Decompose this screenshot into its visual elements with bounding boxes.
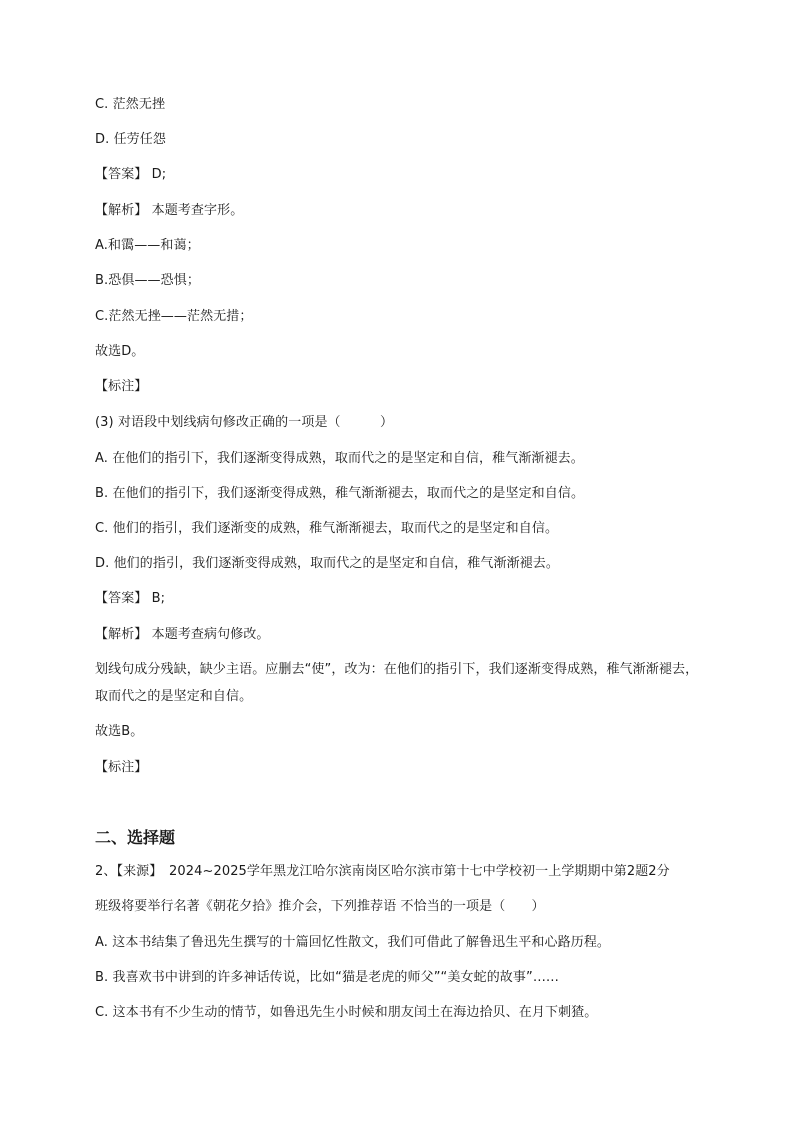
q3-analysis: 【解析】 本题考查病句修改。 [95,627,270,642]
q1-note: 【标注】 [95,379,148,394]
option-b: B. 我喜欢书中讲到的许多神话传说，比如“猫是老虎的师父”“美女蛇的故事”…… [95,970,560,985]
q3-answer: 【答案】 B; [95,591,166,606]
q1-option-c: C. 茫然无挫 [95,97,166,112]
q1-conclusion: 故选D。 [95,344,145,359]
q3-stem: (3) 对语段中划线病句修改正确的一项是（ ） [95,415,394,430]
q3-option-a: A. 在他们的指引下，我们逐渐变得成熟，取而代之的是坚定和自信，稚气渐渐褪去。 [95,451,584,466]
q3-option-b: B. 在他们的指引下，我们逐渐变得成熟，稚气渐渐褪去，取而代之的是坚定和自信。 [95,486,585,501]
q3-option-d: D. 他们的指引，我们逐渐变得成熟，取而代之的是坚定和自信，稚气渐渐褪去。 [95,556,559,571]
q1-explain-a: A.和霭——和蔼； [95,238,200,253]
question-source: 2、【来源】 2024~2025学年黑龙江哈尔滨南岗区哈尔滨市第十七中学校初一上学期期中第2题2分 [95,864,670,879]
question-stem: 班级将要举行名著《朝花夕拾》推介会，下列推荐语 不恰当的一项是（ ） [95,899,545,914]
option-c: C. 这本书有不少生动的情节，如鲁迅先生小时候和朋友闰土在海边拾贝、在月下刺猹。 [95,1005,598,1020]
q3-note: 【标注】 [95,760,148,775]
option-a: A. 这本书结集了鲁迅先生撰写的十篇回忆性散文，我们可借此了解鲁迅生平和心路历程。 [95,935,611,950]
q1-explain-c: C.茫然无挫——茫然无措； [95,309,253,324]
q1-answer: 【答案】 D; [95,167,167,182]
q1-explain-b: B.恐俱——恐惧； [95,273,200,288]
q3-explanation: 划线句成分残缺，缺少主语。应删去“使”，改为：在他们的指引下，我们逐渐变得成熟，稚气渐渐褪去，取而代之的是坚定和自信。 [95,662,699,704]
q3-option-c: C. 他们的指引，我们逐渐变的成熟，稚气渐渐褪去，取而代之的是坚定和自信。 [95,521,559,536]
q1-option-d: D. 任劳任怨 [95,132,166,147]
section-title: 二、选择题 [95,828,176,847]
q1-analysis: 【解析】 本题考查字形。 [95,203,244,218]
q3-conclusion: 故选B。 [95,724,144,739]
